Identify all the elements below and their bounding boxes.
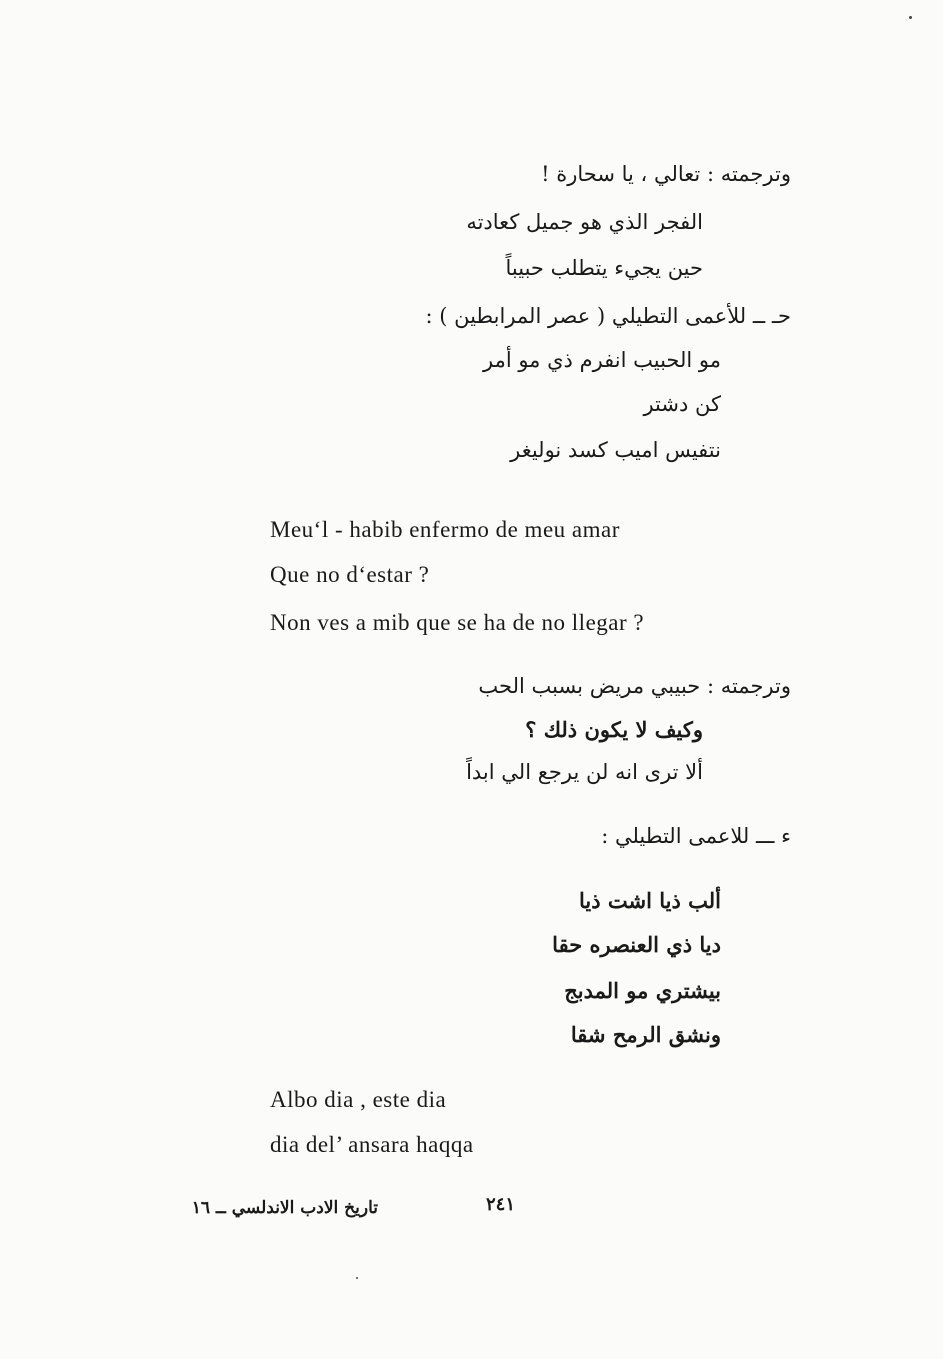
arabic-line: مو الحبيب انفرم ذي مو أمر [482, 348, 721, 372]
arabic-line: ألا ترى انه لن يرجع الي ابداً [466, 760, 703, 784]
arabic-line: كن دشتر [643, 392, 721, 416]
arabic-line: ألب ذيا اشت ذيا [578, 888, 721, 913]
latin-line: Albo dia , este dia [270, 1087, 447, 1112]
arabic-line: ديا ذي العنصره حقا [552, 932, 721, 957]
book-signature: تاريخ الادب الاندلسي ــ ١٦ [191, 1198, 378, 1218]
arabic-line: بيشتري مو المدبج [564, 978, 721, 1003]
arabic-line: وترجمته : حبيبي مريض بسبب الحب [478, 674, 791, 698]
latin-line: Non ves a mib que se ha de no llegar ? [270, 610, 645, 635]
arabic-line: وترجمته : تعالي ، يا سحارة ! [541, 162, 791, 186]
latin-line: Meu‘l - habib enfermo de meu amar [270, 517, 620, 542]
latin-line: Que no d‘estar ? [270, 562, 430, 587]
page-number: ٢٤١ [485, 1194, 515, 1215]
arabic-line: حين يجيء يتطلب حبيباً [505, 256, 703, 280]
arabic-line: ونشق الرمح شقا [570, 1022, 721, 1047]
arabic-line: ء ـــ للاعمى التطيلي : [601, 824, 791, 848]
arabic-line: حـ ــ للأعمى التطيلي ( عصر المرابطين ) : [425, 304, 791, 328]
arabic-line: وكيف لا يكون ذلك ؟ [525, 717, 703, 742]
arabic-line: الفجر الذي هو جميل كعادته [466, 210, 703, 234]
scan-speck [356, 1277, 358, 1279]
arabic-line: نتفيس اميب كسد نوليغر [510, 438, 721, 462]
latin-line: dia del’ ansara haqqa [270, 1132, 474, 1157]
scan-speck [909, 16, 912, 19]
